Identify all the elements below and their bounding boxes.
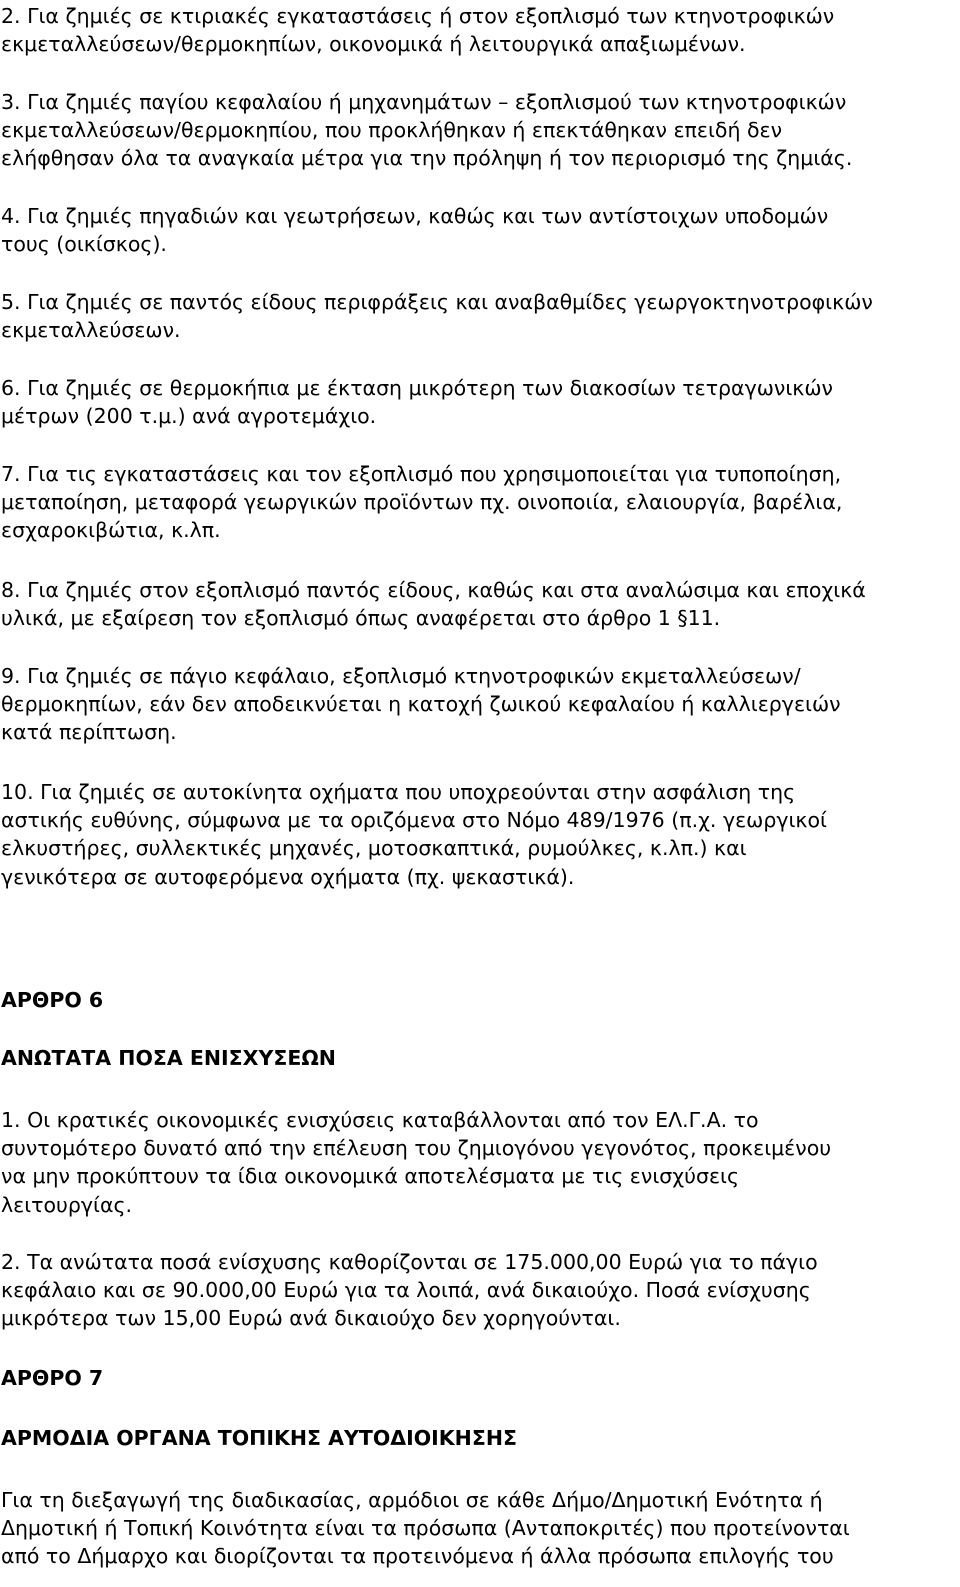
text-line: 4. Για ζημιές πηγαδιών και γεωτρήσεων, καθώς και των αντίστοιχων υποδομών [1,204,829,228]
article-6-number: ΑΡΘΡΟ 6 [1,988,104,1012]
text-line: 8. Για ζημιές στον εξοπλισμό παντός είδους, καθώς και στα αναλώσιμα και εποχικά [1,578,866,602]
article-6-paragraph-2 [1,1248,956,1333]
text-line: 2. Τα ανώτατα ποσά ενίσχυσης καθορίζονται σε 175.000,00 Ευρώ για το πάγιο [1,1250,818,1274]
list-item-7 [1,460,956,545]
text-line: Για τη διεξαγωγή της διαδικασίας, αρμόδιοι σε κάθε Δήμο/Δημοτική Ενότητα ή [1,1488,823,1512]
list-item-8 [1,576,956,632]
list-item-6 [1,374,956,430]
text-line: 6. Για ζημιές σε θερμοκήπια με έκταση μικρότερη των διακοσίων τετραγωνικών [1,376,833,400]
text-line: μικρότερα των 15,00 Ευρώ ανά δικαιούχο δεν χορηγούνται. [1,1306,621,1331]
text-line: από το Δήμαρχο και διορίζονται τα προτεινόμενα ή άλλα πρόσωπα επιλογής του [1,1544,834,1569]
text-line: 7. Για τις εγκαταστάσεις και τον εξοπλισμό που χρησιμοποιείται για τυποποίηση, [1,462,842,486]
text-line: ελήφθησαν όλα τα αναγκαία μέτρα για την πρόληψη ή τον περιορισμό της ζημιάς. [1,146,853,171]
text-line: ελκυστήρες, συλλεκτικές μηχανές, μοτοσκαπτικά, ρυμούλκες, κ.λπ.) και [1,836,747,861]
list-item-4 [1,202,956,258]
text-line: υλικά, με εξαίρεση τον εξοπλισμό όπως αναφέρεται στο άρθρο 1 §11. [1,606,721,631]
text-line: εσχαροκιβώτια, κ.λπ. [1,518,221,543]
list-item-3 [1,88,956,173]
article-7-paragraph-1 [1,1486,956,1571]
list-item-5 [1,288,956,344]
text-line: να μην προκύπτουν τα ίδια οικονομικά αποτελέσματα με τις ενισχύσεις [1,1164,740,1189]
text-line: κατά περίπτωση. [1,720,177,745]
text-line: θερμοκηπίων, εάν δεν αποδεικνύεται η κατοχή ζωικού κεφαλαίου ή καλλιεργειών [1,692,841,717]
text-line: λειτουργίας. [1,1192,133,1217]
article-6-title: ΑΝΩΤΑΤΑ ΠΟΣΑ ΕΝΙΣΧΥΣΕΩΝ [1,1046,336,1070]
text-line: τους (οικίσκος). [1,232,167,257]
list-item-10 [1,778,956,891]
article-7-number: ΑΡΘΡΟ 7 [1,1366,104,1390]
text-line: μέτρων (200 τ.μ.) ανά αγροτεμάχιο. [1,404,377,429]
text-line: Δημοτική ή Τοπική Κοινότητα είναι τα πρόσωπα (Ανταποκριτές) που προτείνονται [1,1516,850,1541]
text-line: 3. Για ζημιές παγίου κεφαλαίου ή μηχανημάτων – εξοπλισμού των κτηνοτροφικών [1,90,847,114]
text-line: 9. Για ζημιές σε πάγιο κεφάλαιο, εξοπλισμό κτηνοτροφικών εκμεταλλεύσεων/ [1,664,801,688]
text-line: 10. Για ζημιές σε αυτοκίνητα οχήματα που υποχρεούνται στην ασφάλιση της [1,780,796,804]
text-line: εκμεταλλεύσεων/θερμοκηπίου, που προκλήθηκαν ή επεκτάθηκαν επειδή δεν [1,118,783,143]
list-item-2 [1,2,956,58]
list-item-9 [1,662,956,747]
text-line: 1. Οι κρατικές οικονομικές ενισχύσεις καταβάλλονται από τον ΕΛ.Γ.Α. το [1,1108,759,1132]
text-line: 5. Για ζημιές σε παντός είδους περιφράξεις και αναβαθμίδες γεωργοκτηνοτροφικών [1,290,873,314]
text-line: γενικότερα σε αυτοφερόμενα οχήματα (πχ. ψεκαστικά). [1,864,575,889]
text-line: 2. Για ζημιές σε κτιριακές εγκαταστάσεις ή στον εξοπλισμό των κτηνοτροφικών [1,4,835,28]
article-7-title: ΑΡΜΟΔΙΑ ΟΡΓΑΝΑ ΤΟΠΙΚΗΣ ΑΥΤΟΔΙΟΙΚΗΣΗΣ [1,1426,518,1450]
text-line: μεταποίηση, μεταφορά γεωργικών προϊόντων πχ. οινοποιία, ελαιουργία, βαρέλια, [1,490,843,515]
text-line: εκμεταλλεύσεων. [1,318,181,343]
text-line: εκμεταλλεύσεων/θερμοκηπίων, οικονομικά ή λειτουργικά απαξιωμένων. [1,32,746,57]
text-line: αστικής ευθύνης, σύμφωνα με τα οριζόμενα στο Νόμο 489/1976 (π.χ. γεωργικοί [1,808,827,833]
article-6-paragraph-1 [1,1106,956,1219]
text-line: κεφάλαιο και σε 90.000,00 Ευρώ για τα λοιπά, ανά δικαιούχο. Ποσά ενίσχυσης [1,1278,811,1303]
text-line: συντομότερο δυνατό από την επέλευση του ζημιογόνου γεγονότος, προκειμένου [1,1136,832,1161]
